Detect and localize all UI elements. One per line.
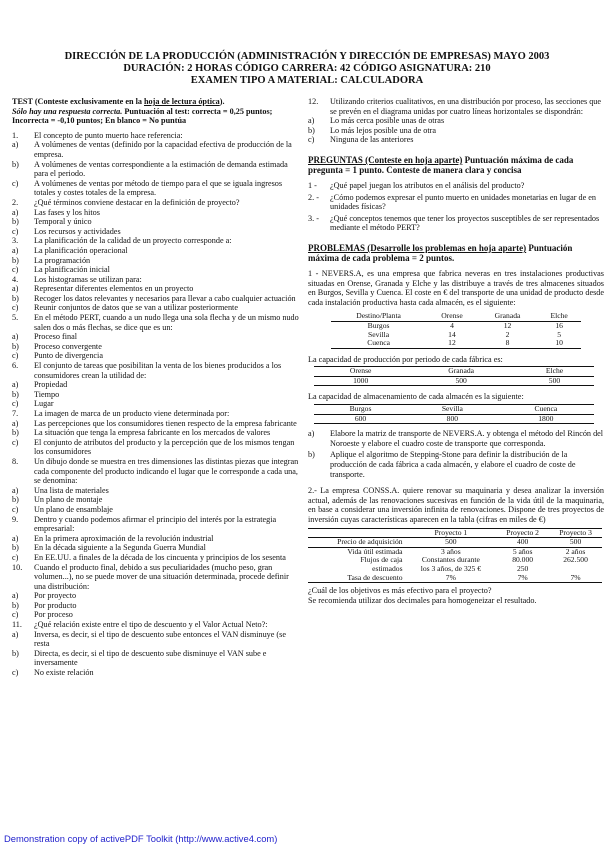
table-cell: Sevilla [368,329,390,339]
question-number: 5. [12,313,19,323]
table-cell: los 3 años, de 325 € [420,563,482,573]
answer-option [12,591,299,601]
table-cell: 800 [446,413,459,423]
option-letter: b) [12,495,19,505]
option-letter: a) [12,591,19,601]
option-letter: a) [12,418,19,428]
question-item [12,457,299,486]
table-header-cell: Elche [545,366,564,376]
table-header-cell: Cuenca [534,404,558,414]
option-text: A volúmenes de ventas correspondiente a la estimación de demanda estimada para el periodo. [34,159,288,179]
option-text: Un plano de ensamblaje [34,504,113,514]
projects-table [308,528,602,584]
answer-option [12,284,299,294]
option-letter: b) [12,255,19,265]
question-item [12,515,299,534]
pregunta-text: ¿Qué papel juegan los atributos en el análisis del producto? [330,180,525,190]
answer-option [12,256,299,266]
answer-option [308,450,604,479]
pregunta-number: 1 - [308,180,317,190]
problemas-title: PROBLEMAS (Desarrolle los problemas en hoja aparte) Puntuación máxima de cada problema = 2 puntos. [308,242,573,263]
question-text: El conjunto de tareas que posibilitan la venta de los bienes producidos a los consumidores crean la utilidad de: [34,361,282,380]
answer-option [12,246,299,256]
question-number: 10. [12,562,23,572]
test-questions [12,131,299,678]
question-item [12,313,299,332]
answer-option [12,553,299,563]
table-cell: Constantes durante [421,555,480,565]
option-text: Propiedad [34,380,68,390]
answer-option [12,486,299,496]
table-header-cell: Elche [550,311,568,321]
table-cell: 7% [570,572,581,582]
question-text: ¿Qué relación existe entre el tipo de descuento y el Valor Actual Neto?: [34,620,268,630]
answer-option [12,179,299,198]
pregunta-number: 2. - [308,192,319,202]
option-letter: b) [308,125,315,135]
table-cell: 80.000 [512,555,534,565]
table-cell: 500 [569,537,582,547]
option-letter: c) [12,351,19,361]
answer-option [12,140,299,159]
option-text: Lugar [34,399,54,409]
question-item [12,361,299,380]
table-cell: 2 años [565,546,586,556]
option-letter: b) [12,159,19,169]
option-letter: a) [12,245,19,255]
table-cell: 14 [448,329,456,339]
pregunta-number: 3. - [308,213,319,223]
option-text: Proceso convergente [34,341,102,351]
option-text: Punto de divergencia [34,351,103,361]
question-number: 9. [12,514,19,524]
option-text: Tiempo [34,389,60,399]
table-cell: 3 años [441,546,461,556]
table-cell: 500 [455,375,467,385]
option-letter: c) [12,399,19,409]
question-number: 1. [12,130,19,140]
option-letter: c) [12,303,19,313]
question-item [12,131,299,141]
table-cell: Burgos [367,320,390,330]
preguntas-title: PREGUNTAS (Conteste en hoja aparte) Puntuación máxima de cada pregunta = 1 punto. Conteste de manera clara y concisa [308,154,574,175]
question-text: En el método PERT, cuando a un nudo llega una sola flecha y de un mismo nudo salen dos o más flechas, se dice que es un: [34,313,299,332]
problem-2-note: Se recomienda utilizar dos decimales para homogeneizar el resultado. [308,595,537,605]
option-text: Reunir conjuntos de datos que se van a utilizar posteriormente [34,303,238,313]
option-text: Un plano de montaje [34,495,103,505]
table-cell: 12 [448,338,456,348]
option-letter: c) [12,265,19,275]
table-row [331,339,581,348]
table-cell: Cuenca [367,338,390,348]
option-letter: c) [12,668,19,678]
pregunta-item [308,193,604,212]
test-column [12,97,299,678]
table-cell: Precio de adquisición [337,537,403,547]
table-cell: 4 [450,320,454,330]
option-letter: c) [12,504,19,514]
table-header-row [314,367,594,377]
option-text: En la década siguiente a la Segunda Guerra Mundial [34,543,206,553]
question-item [12,409,299,419]
option-text: Temporal y único [34,217,92,227]
answer-option [12,351,299,361]
option-text: La planificación inicial [34,265,110,275]
option-letter: a) [12,207,19,217]
option-letter: c) [12,437,19,447]
exam-title: DIRECCIÓN DE LA PRODUCCIÓN (ADMINISTRACIÓN Y DIRECCIÓN DE EMPRESAS) MAYO 2003 [64,51,550,62]
option-text: Inversa, es decir, si el tipo de descuento sube entonces el VAN disminuye (se resta [34,629,286,649]
table-cell: Vida útil estimada [347,546,403,556]
option-text: En la primera aproximación de la revolución industrial [34,533,214,543]
table-header-cell: Burgos [349,404,372,414]
answer-option [12,303,299,313]
question-number: 3. [12,236,19,246]
table-cell: 500 [548,375,561,385]
option-text: No existe relación [34,668,94,678]
option-letter: b) [308,450,315,460]
answer-option [12,399,299,409]
table-cell: 7% [445,572,456,582]
option-letter: c) [12,226,19,236]
question-item [12,236,299,246]
option-text: Las fases y los hitos [34,207,100,217]
option-letter: b) [12,428,19,438]
storage-table [314,404,594,424]
answer-option [12,390,299,400]
table-cell: 12 [503,320,512,330]
table-cell: 16 [555,320,563,330]
table-header-cell: Proyecto 1 [406,528,497,538]
capacity-table [314,366,594,386]
table-cell: 2 [505,329,510,339]
option-text: La situación que tenga la empresa fabricante en los mercados de valores [34,428,271,438]
option-text: En EE.UU. a finales de la década de los cincuenta y principios de los sesenta [34,552,286,562]
option-letter: a) [12,533,19,543]
option-letter: b) [12,543,19,553]
option-letter: b) [12,389,19,399]
option-text: Por proyecto [34,591,77,601]
exam-type: EXAMEN TIPO A MATERIAL: CALCULADORA [190,75,424,86]
answer-option [12,649,299,668]
question-item [12,275,299,285]
table-cell: Tasa de descuento [347,572,403,582]
table-header-cell: Granada [448,366,474,376]
option-text: A volúmenes de ventas por método de tiempo para el que se iguala ingresos totales y costes totales de la empresa. [34,178,283,198]
question-number: 7. [12,409,19,418]
option-letter: b) [12,648,19,658]
cost-table [331,312,581,348]
preguntas-list [308,181,604,233]
option-text: A volúmenes de ventas (definido por la capacidad efectiva de producción de la empresa. [34,140,292,159]
table-header-cell: Granada [494,311,521,321]
table-cell: 10 [555,338,563,348]
option-text: Lo más lejos posible una de otra [330,125,436,135]
table-header-row [314,405,594,415]
question-number: 8. [12,456,19,466]
option-letter: b) [12,217,19,227]
option-letter: a) [12,485,19,495]
storage-label: La capacidad de almacenamiento de cada almacén es la siguiente: [308,392,524,402]
table-header-cell: Orense [441,311,463,321]
question-text: Un dibujo donde se muestra en tres dimensiones las distintas piezas que integran cada componente del producto indicando el lugar que le corresponde a cada una, se denomina: [34,456,299,486]
answer-option [12,217,299,227]
option-letter: b) [12,600,19,610]
answer-option [12,160,299,179]
option-text: Aplique el algoritmo de Stepping-Stone para definir la distribución de la producción de cada fábrica a cada almacén, y elabore el cuadro de coste de transporte. [330,450,576,479]
answer-option [12,601,299,611]
pregunta-text: ¿Qué conceptos tenemos que tener los proyectos susceptibles de ser representados mediante el método PERT? [330,213,600,233]
exam-duration: DURACIÓN: 2 HORAS CÓDIGO CARRERA: 42 CÓDIGO ASIGNATURA: 210 [123,63,491,74]
question-text: Dentro y cuando podemos afirmar el principio del interés por la estrategia empresarial: [34,514,277,534]
option-text: La programación [34,255,91,265]
option-text: Las percepciones que los consumidores tienen respecto de la empresa fabricante [34,418,297,428]
test-title: TEST (Conteste exclusivamente en la hoja de lectura óptica). [12,97,225,106]
option-text: Los recursos y actividades [34,226,121,236]
question-text: Los histogramas se utilizan para: [34,274,142,284]
answer-option [12,332,299,342]
table-header-cell: Destino/Planta [356,311,401,321]
table-cell: 600 [354,413,367,423]
question-12: 12. Utilizando criterios cualitativos, en una distribución por proceso, las secciones que se prevén en el diagrama unidas por cuatro líneas horizontales se dispondrán: [308,97,602,116]
table-cell: 5 [557,329,562,339]
question-12-options [308,116,604,145]
answer-option [12,294,299,304]
question-text: Cuando el producto final, debido a sus peculiaridades (mucho peso, gran volumen...), no se puede mover de una situación determinada, procede definir una distribución: [34,562,289,591]
problem-2-question: ¿Cuál de los objetivos es más efectivo para el proyecto? [308,586,492,596]
table-cell: 7% [517,572,528,582]
answer-option [12,342,299,352]
option-letter: a) [12,140,19,150]
answer-option [12,495,299,505]
table-cell: 500 [445,537,457,547]
table-cell: 5 años [512,546,533,556]
table-cell: 262.500 [563,555,588,565]
watermark-footer: Demonstration copy of activePDF Toolkit (http://www.active4.com) [4,833,278,844]
answer-option [308,126,604,136]
option-text: La planificación operacional [34,245,128,255]
option-text: El conjunto de atributos del producto y la percepción que de los mismos tengan los consumidores [34,437,295,457]
question-text: ¿Qué términos conviene destacar en la definición de proyecto? [34,197,240,207]
question-number: 2. [12,197,19,207]
option-text: Una lista de materiales [34,485,109,495]
problem-1-intro: 1 - NEVERS.A, es una empresa que fabrica neveras en tres instalaciones productivas situadas en Orense, Granada y Elche y las distribuye a través de tres almacenes situados en Burgos, Sevilla y Cuenca. El coste en € del transporte de una unidad de producto desde cada instalación productiva hasta cada almacén, es el siguiente: [308,268,604,307]
answer-option [12,208,299,218]
answer-option [12,543,299,553]
answer-option [308,135,604,145]
option-letter: a) [308,429,315,439]
question-text: El concepto de punto muerto hace referencia: [34,130,183,140]
test-instructions: Sólo hay una respuesta correcta. Puntuación al test: correcta = 0,25 puntos; Incorrecta = -0,10 puntos; En blanco = No puntúa [12,106,273,126]
option-letter: c) [12,610,19,620]
answer-option [12,534,299,544]
question-item [12,620,299,630]
answer-option [12,419,299,429]
table-row [308,574,602,583]
answer-option [308,116,604,126]
answer-option [12,265,299,275]
answer-option [12,630,299,649]
table-cell: Flujos de caja [360,555,403,565]
answer-option [308,429,604,448]
option-text: Lo más cerca posible unas de otras [330,116,445,126]
question-number: 11. [12,620,22,630]
option-text: Por proceso [34,610,73,620]
option-text: Elabore la matriz de transporte de NEVERS.A. y obtenga el método del Rincón del Noroeste y elabore el cuadro coste de transporte que corresponda. [330,429,604,448]
table-cell: 400 [516,537,529,547]
table-cell: 8 [505,338,510,348]
pregunta-item [308,214,604,233]
option-text: Ninguna de las anteriores [330,135,414,145]
option-text: Recoger los datos relevantes y necesarios para llevar a cabo cualquier actuación [34,293,296,303]
table-header-cell: Sevilla [441,404,463,414]
answer-option [12,668,299,678]
table-cell: estimados [372,563,403,573]
problem-2-intro: 2.- La empresa CONSS.A. quiere renovar su maquinaria y desea analizar la inversión actual, además de las renovaciones sucesivas en función de la vida útil de la maquinaria, en base a considerar una inversión infinita de renovaciones. Dispone de tres proyectos de inversión cuyas características aparecen en la tabla (cifras en miles de €) [308,486,604,524]
answer-option [12,438,299,457]
capacity-label: La capacidad de producción por periodo de cada fábrica es: [308,354,503,364]
problem-1-options [308,429,604,479]
question-text: La planificación de la calidad de un proyecto corresponde a: [34,236,232,246]
right-column [308,97,604,605]
answer-option [12,227,299,237]
table-row [308,538,602,548]
table-cell: 1800 [538,413,554,423]
question-item [12,563,299,592]
answer-option [12,428,299,438]
option-letter: c) [12,178,19,188]
answer-option [12,610,299,620]
answer-option [12,380,299,390]
option-letter: c) [308,135,315,145]
option-text: Representar diferentes elementos en un proyecto [34,284,194,294]
option-text: Directa, es decir, si el tipo de descuento sube disminuye el VAN sube e inversamente [34,648,267,668]
option-letter: a) [12,629,19,639]
option-letter: a) [308,116,315,126]
table-header-cell: Proyecto 3 [549,528,602,538]
question-text: La imagen de marca de un producto viene determinada por: [34,409,230,418]
table-cell: 1000 [353,375,369,385]
table-header-cell: Proyecto 2 [496,528,549,538]
table-row [314,376,594,386]
option-text: Proceso final [34,332,77,342]
pregunta-text: ¿Cómo podemos expresar el punto muerto en unidades monetarias en lugar de en unidades físicas? [330,192,597,212]
table-header-cell: Orense [349,366,372,376]
answer-option [12,505,299,515]
option-letter: a) [12,284,19,294]
option-text: Por producto [34,600,77,610]
question-item [12,198,299,208]
pregunta-item [308,181,604,191]
option-letter: b) [12,341,19,351]
option-letter: a) [12,332,19,342]
option-letter: a) [12,380,19,390]
table-row [314,414,594,424]
question-number: 4. [12,274,19,284]
option-letter: c) [12,552,19,562]
option-letter: b) [12,293,19,303]
question-number: 6. [12,361,19,371]
table-cell: 250 [516,563,529,573]
